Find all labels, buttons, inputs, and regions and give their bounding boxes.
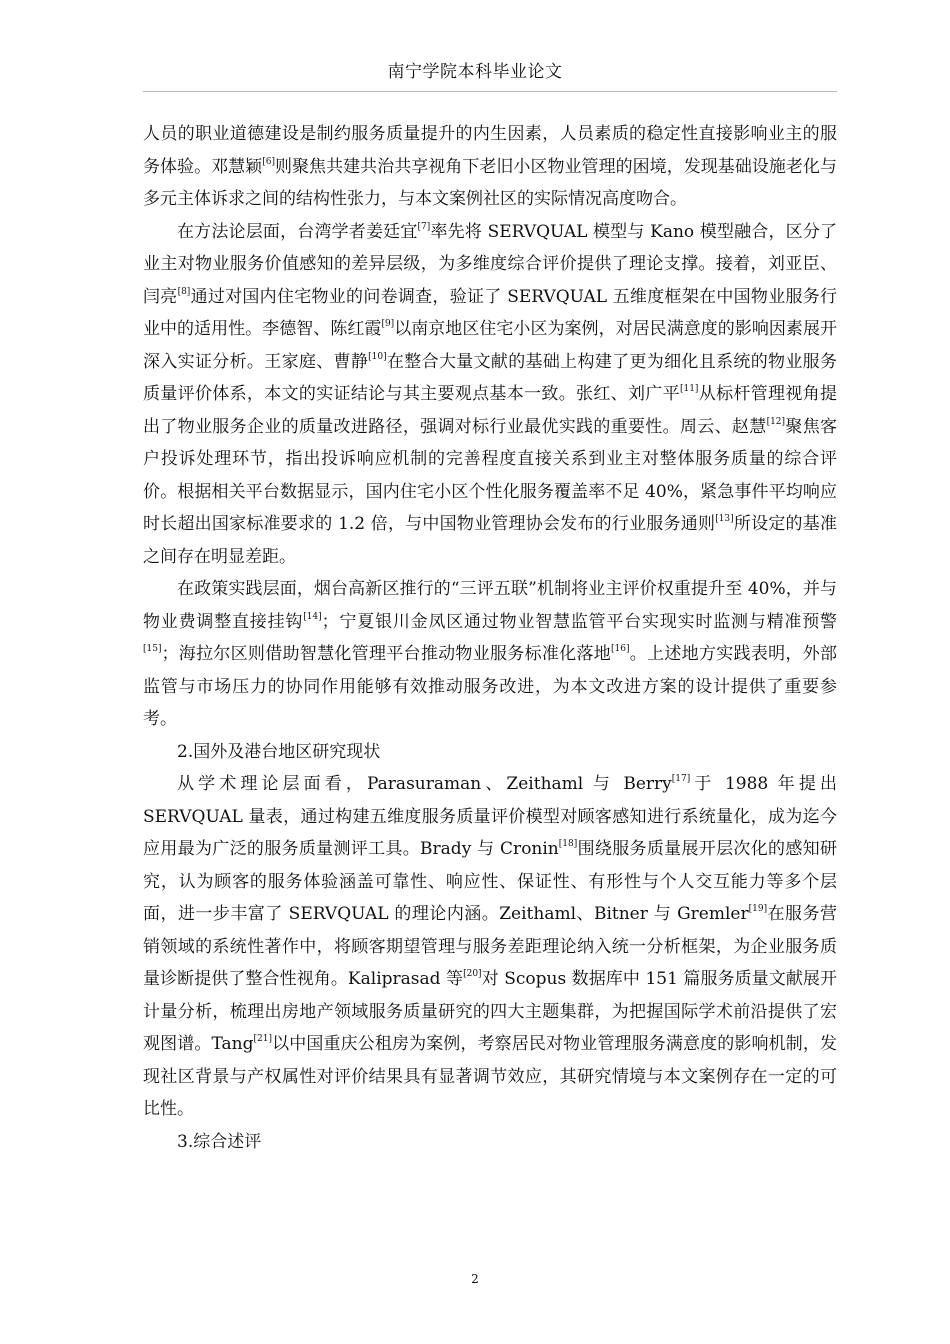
- citation-ref: [16]: [611, 644, 630, 655]
- text-run: 围绕服务质量展开层次化的感知研究，认为顾客的服务体验涵盖可靠性、响应性、保证性、有形性与个人交互能力等多个层面，进一步丰富了 SERVQUAL 的理论内涵。Zeithaml、Bitner 与 Gremler: [143, 839, 837, 924]
- text-run: 所设定的基准之间存在明显差距。: [143, 514, 838, 567]
- text-run: 聚焦客户投诉处理环节，指出投诉响应机制的完善程度直接关系到业主对整体服务质量的综合评价。根据相关平台数据显示，国内住宅小区个性化服务覆盖率不足 40%，紧急事件平均响应时长超出国家标准要求的 1.2 倍，与中国物业管理协会发布的行业服务通则: [143, 416, 838, 534]
- citation-ref: [21]: [253, 1034, 272, 1045]
- text-run: 以中国重庆公租房为案例，考察居民对物业管理服务满意度的影响机制，发现社区背景与产权属性对评价结果具有显著调节效应，其研究情境与本文案例存在一定的可比性。: [143, 1034, 837, 1119]
- citation-ref: [6]: [262, 156, 275, 167]
- citation-ref: [17]: [671, 774, 691, 785]
- text-run: 从学术理论层面看，Parasuraman、Zeithaml 与 Berry: [177, 774, 672, 794]
- citation-ref: [19]: [748, 904, 768, 915]
- paragraph: [143, 736, 837, 769]
- citation-ref: [11]: [679, 384, 699, 395]
- citation-ref: [20]: [463, 969, 482, 980]
- text-run: 在服务营销领域的系统性著作中，将顾客期望管理与服务差距理论纳入统一分析框架，为企业服务质量诊断提供了整合性视角。Kaliprasad 等: [143, 904, 838, 989]
- header-rule: [143, 91, 837, 92]
- paragraph: [143, 1126, 837, 1159]
- text-run: 在方法论层面，台湾学者姜廷宜: [177, 221, 418, 242]
- citation-ref: [7]: [417, 221, 431, 232]
- paragraph: [143, 118, 837, 216]
- text-run: ；海拉尔区则借助智慧化管理平台推动物业服务标准化落地: [161, 644, 612, 664]
- text-run: 人员的职业道德建设是制约服务质量提升的内生因素，人员素质的稳定性直接影响业主的服务体验。邓慧颖: [143, 124, 837, 177]
- citation-ref: [15]: [143, 644, 162, 655]
- page-number: 2: [471, 1272, 479, 1286]
- paragraph: [143, 216, 837, 574]
- paragraph: [143, 768, 837, 1126]
- citation-ref: [13]: [715, 514, 734, 525]
- text-run: ；宁夏银川金凤区通过物业智慧监管平台实现实时监测与精准预警: [321, 611, 838, 632]
- paragraph: [143, 573, 837, 736]
- text-run: 在政策实践层面，烟台高新区推行的“三评五联”机制将业主评价权重提升至 40%，并与物业费调整直接挂钩: [143, 579, 837, 632]
- text-run: 于 1988 年提出 SERVQUAL 量表，通过构建五维度服务质量评价模型对顾客感知进行系统量化，成为迄今应用最为广泛的服务质量测评工具。Brady 与 Cronin: [143, 774, 837, 859]
- citation-ref: [14]: [303, 611, 322, 622]
- text-run: 。上述地方实践表明，外部监管与市场压力的协同作用能够有效推动服务改进，为本文改进方案的设计提供了重要参考。: [143, 644, 837, 729]
- text-run: 则聚焦共建共治共享视角下老旧小区物业管理的困境，发现基础设施老化与多元主体诉求之间的结构性张力，与本文案例社区的实际情况高度吻合。: [143, 156, 837, 209]
- text-run: 2.国外及港台地区研究现状: [177, 741, 381, 762]
- citation-ref: [8]: [177, 286, 191, 297]
- page-header: 南宁学院本科毕业论文: [387, 62, 563, 82]
- text-run: 从标杆管理视角提出了物业服务企业的质量改进路径，强调对标行业最优实践的重要性。周云、赵慧: [143, 384, 838, 437]
- citation-ref: [12]: [766, 416, 786, 427]
- text-run: 率先将 SERVQUAL 模型与 Kano 模型融合，区分了业主对物业服务价值感知的差异层级，为多维度综合评价提供了理论支撑。接着，刘亚臣、闫亮: [143, 221, 838, 307]
- text-run: 通过对国内住宅物业的问卷调查，验证了 SERVQUAL 五维度框架在中国物业服务行业中的适用性。李德智、陈红霞: [143, 286, 838, 339]
- body-text: [143, 118, 837, 1158]
- text-run: 在整合大量文献的基础上构建了更为细化且系统的物业服务质量评价体系，本文的实证结论与其主要观点基本一致。张红、刘广平: [143, 351, 837, 404]
- citation-ref: [9]: [381, 319, 395, 330]
- citation-ref: [18]: [558, 839, 578, 850]
- citation-ref: [10]: [368, 351, 387, 362]
- text-run: 对 Scopus 数据库中 151 篇服务质量文献展开计量分析，梳理出房地产领域服务质量研究的四大主题集群，为把握国际学术前沿提供了宏观图谱。Tang: [143, 969, 837, 1054]
- text-run: 以南京地区住宅小区为案例，对居民满意度的影响因素展开深入实证分析。王家庭、曹静: [143, 319, 837, 372]
- text-run: 3.综合述评: [177, 1131, 262, 1152]
